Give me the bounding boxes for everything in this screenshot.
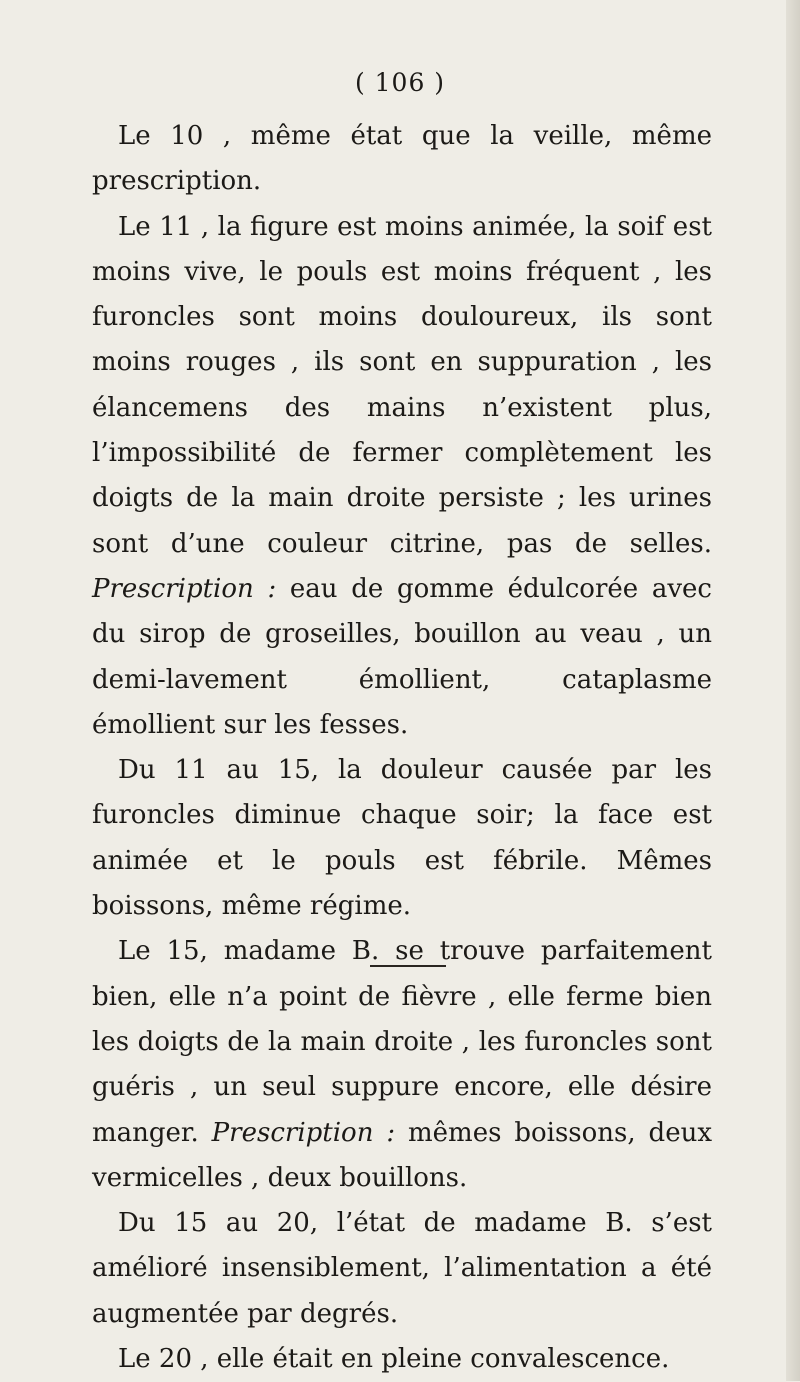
paragraph-days-15-20 bbox=[92, 1201, 712, 1337]
paragraph-text: Le 20 , elle était en pleine convalescence. bbox=[118, 1344, 670, 1375]
page-edge-shadow bbox=[786, 0, 800, 1381]
paragraph-day-10 bbox=[92, 114, 712, 205]
paragraph-text-continued: eau de gomme édulcorée avec du sirop de groseilles, bouillon au veau , un demi-lavement émollient, cataplasme émollient sur les fesses. bbox=[92, 573, 712, 740]
prescription-label: Prescription : bbox=[92, 573, 277, 604]
paragraph-day-15 bbox=[92, 929, 712, 1201]
page-number: ( 106 ) bbox=[354, 68, 446, 97]
paragraph-days-11-15 bbox=[92, 748, 712, 929]
paragraph-text: Le 15, madame B. se trouve parfaitement bien, elle n’a point de fièvre , elle ferme bien les doigts de la main droite , les furoncles sont guéris , un seul suppure encore, elle désire manger. bbox=[92, 936, 712, 1148]
paragraph-text: Du 15 au 20, l’état de madame B. s’est amélioré insensiblement, l’alimentation a été augmentée par degrés. bbox=[92, 1208, 712, 1329]
paragraph-text: Du 11 au 15, la douleur causée par les furoncles diminue chaque soir; la face est animée et le pouls est fébrile. Mêmes boissons, même régime. bbox=[92, 755, 712, 922]
paragraph-text: Le 11 , la figure est moins animée, la soif est moins vive, le pouls est moins fréquent , les furoncles sont moins douloureux, ils sont moins rouges , ils sont en suppuration , les élancemens des mains n’existent plus, l’impossibilité de fermer complètement les doigts de la main droite persiste ; les urines sont d’une couleur citrine, pas de selles. bbox=[92, 211, 712, 559]
paragraph-day-20 bbox=[92, 1337, 712, 1382]
body-text bbox=[92, 114, 712, 1382]
paragraph-text: Le 10 , même état que la veille, même prescription. bbox=[92, 121, 712, 197]
prescription-label: Prescription : bbox=[211, 1117, 396, 1148]
section-end-rule bbox=[370, 965, 446, 967]
paragraph-text-continued: mêmes boissons, deux vermicelles , deux bouillons. bbox=[92, 1117, 712, 1193]
paragraph-day-11 bbox=[92, 205, 712, 749]
